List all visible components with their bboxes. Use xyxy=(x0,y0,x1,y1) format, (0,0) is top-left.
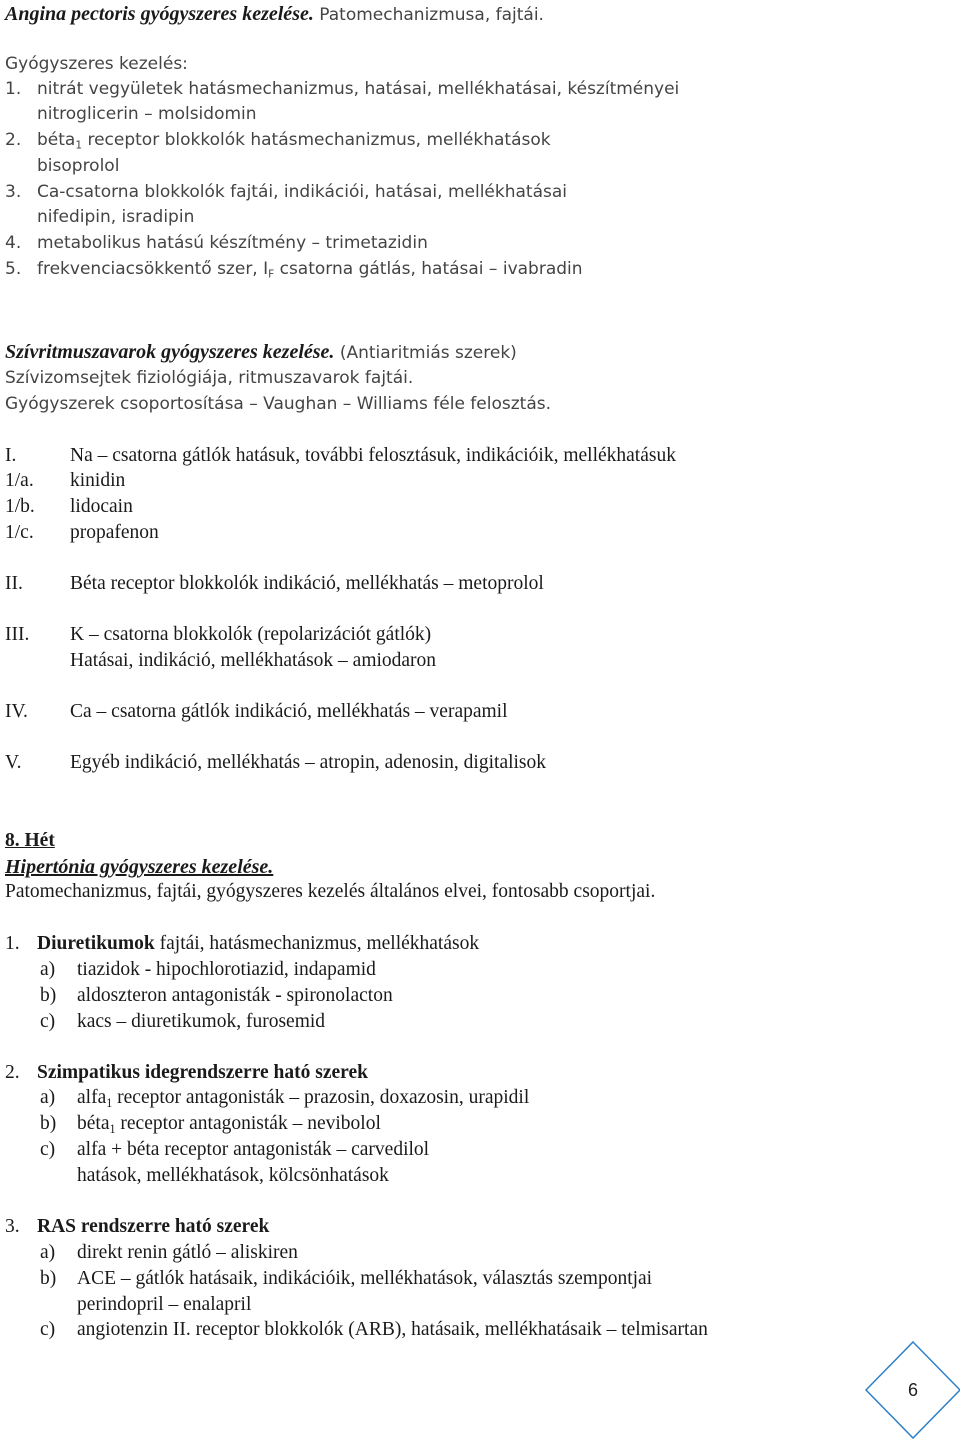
class-number: V. xyxy=(5,752,22,773)
arrhythmia-title-bold: Szívritmuszavarok gyógyszeres kezelése. xyxy=(5,341,335,363)
class-text: Egyéb indikáció, mellékhatás – atropin, adenosin, digitalisok xyxy=(70,752,547,773)
class-row xyxy=(5,572,544,596)
class-number: I. xyxy=(5,445,17,466)
subscript: 1 xyxy=(109,1122,116,1137)
class-text: Hatásai, indikáció, mellékhatások – amiodaron xyxy=(70,650,437,671)
group-3-item xyxy=(40,1267,653,1291)
arrhythmia-title-rest: (Antiaritmiás szerek) xyxy=(334,343,517,363)
group-text xyxy=(37,932,479,956)
item-letter: b) xyxy=(40,1113,57,1134)
angina-title xyxy=(5,2,544,27)
angina-title-bold: Angina pectoris gyógyszeres kezelése. xyxy=(5,3,314,25)
class-row xyxy=(5,623,432,647)
item-text-a: alfa xyxy=(77,1087,107,1108)
item-text: Ca-csatorna blokkolók fajtái, indikációi, hatásai, mellékhatásai xyxy=(37,182,568,202)
class-text: kinidin xyxy=(70,470,126,491)
item-text-b: receptor antagonisták – prazosin, doxazosin, urapidil xyxy=(112,1087,530,1108)
item-letter: c) xyxy=(40,1319,56,1340)
item-text-a: béta xyxy=(37,130,76,150)
item-text: direkt renin gátló – aliskiren xyxy=(77,1242,298,1263)
group-bold: Szimpatikus idegrendszerre ható szerek xyxy=(37,1062,368,1083)
group-1-heading xyxy=(5,932,480,956)
class-row xyxy=(5,469,126,493)
item-number: 2. xyxy=(5,130,22,150)
hypertension-title-bold: Hipertónia gyógyszeres kezelése. xyxy=(5,856,274,878)
group-bold: RAS rendszerre ható szerek xyxy=(37,1216,270,1237)
class-text: Béta receptor blokkolók indikáció, mellékhatás – metoprolol xyxy=(70,573,544,594)
item-text: tiazidok - hipochlorotiazid, indapamid xyxy=(77,959,376,980)
group-2-item xyxy=(40,1138,430,1162)
angina-item-2 xyxy=(5,128,551,152)
item-letter: a) xyxy=(40,1242,56,1263)
item-number: 4. xyxy=(5,233,22,253)
group-1-item xyxy=(40,984,393,1008)
class-text: propafenon xyxy=(70,522,159,543)
angina-item-5 xyxy=(5,257,583,281)
class-number: III. xyxy=(5,624,30,645)
class-row xyxy=(5,700,508,724)
group-3-heading xyxy=(5,1215,270,1239)
item-text: aldoszteron antagonisták - spironolacton xyxy=(77,985,393,1006)
group-bold: Diuretikumok xyxy=(37,933,155,954)
arrhythmia-title xyxy=(5,340,517,365)
item-number: 1. xyxy=(5,79,22,99)
subscript: F xyxy=(268,268,275,281)
class-number: II. xyxy=(5,573,23,594)
class-text: Na – csatorna gátlók hatásuk, további felosztásuk, indikációik, mellékhatásuk xyxy=(70,445,676,466)
group-3-item xyxy=(40,1318,708,1342)
page-number: 6 xyxy=(907,1379,918,1400)
class-text: K – csatorna blokkolók (repolarizációt gátlók) xyxy=(70,624,432,645)
angina-item-1-sub: nitroglicerin – molsidomin xyxy=(37,104,257,124)
item-text: alfa + béta receptor antagonisták – carvedilol xyxy=(77,1139,430,1160)
angina-item-4 xyxy=(5,231,428,255)
hypertension-title xyxy=(5,855,273,879)
item-text xyxy=(77,1112,381,1141)
item-letter: b) xyxy=(40,1268,57,1289)
item-number: 5. xyxy=(5,259,22,279)
angina-heading: Gyógyszeres kezelés: xyxy=(5,54,188,74)
group-2-item xyxy=(40,1112,381,1137)
item-text: nitrát vegyületek hatásmechanizmus, hatásai, mellékhatásai, készítményei xyxy=(37,79,680,99)
item-letter: a) xyxy=(40,959,56,980)
group-1-item xyxy=(40,1010,326,1034)
item-letter: c) xyxy=(40,1139,56,1160)
group-1-item xyxy=(40,958,376,982)
class-number: IV. xyxy=(5,701,28,722)
item-text: kacs – diuretikumok, furosemid xyxy=(77,1011,326,1032)
item-text xyxy=(77,1086,529,1115)
item-text-b: csatorna gátlás, hatásai – ivabradin xyxy=(274,259,583,279)
class-row xyxy=(5,751,547,775)
angina-item-1 xyxy=(5,77,680,101)
arrhythmia-line-2: Szívizomsejtek fiziológiája, ritmuszavarok fajtái. xyxy=(5,368,414,388)
arrhythmia-line-3: Gyógyszerek csoportosítása – Vaughan – Williams féle felosztás. xyxy=(5,394,552,414)
item-text-a: frekvenciacsökkentő szer, I xyxy=(37,259,269,279)
item-text xyxy=(37,257,583,287)
group-number: 3. xyxy=(5,1216,20,1237)
class-number: 1/c. xyxy=(5,522,34,543)
class-row xyxy=(5,495,133,519)
item-text: metabolikus hatású készítmény – trimetazidin xyxy=(37,233,428,253)
subscript: 1 xyxy=(106,1096,113,1111)
item-number: 3. xyxy=(5,182,22,202)
item-text: ACE – gátlók hatásaik, indikációik, mellékhatások, választás szempontjai xyxy=(77,1268,653,1289)
item-letter: c) xyxy=(40,1011,56,1032)
item-text-a: béta xyxy=(77,1113,110,1134)
subscript: 1 xyxy=(75,139,83,152)
week-label: 8. Hét xyxy=(5,830,55,851)
group-3-item xyxy=(40,1241,298,1265)
hypertension-intro: Patomechanizmus, fajtái, gyógyszeres kezelés általános elvei, fontosabb csoportjai. xyxy=(5,881,656,902)
item-text-b: receptor antagonisták – nevibolol xyxy=(115,1113,381,1134)
group-2-heading xyxy=(5,1061,368,1085)
item-text-b: receptor blokkolók hatásmechanizmus, mellékhatások xyxy=(82,130,551,150)
group-number: 1. xyxy=(5,933,20,954)
group-2-item xyxy=(40,1086,530,1111)
angina-item-2-sub: bisoprolol xyxy=(37,156,120,176)
class-number: 1/b. xyxy=(5,496,35,517)
group-number: 2. xyxy=(5,1062,20,1083)
class-number: 1/a. xyxy=(5,470,34,491)
item-text: angiotenzin II. receptor blokkolók (ARB), hatásaik, mellékhatásaik – telmisartan xyxy=(77,1319,708,1340)
angina-title-rest: Patomechanizmusa, fajtái. xyxy=(313,5,544,25)
class-row xyxy=(5,521,159,545)
class-row xyxy=(5,444,676,468)
item-letter: a) xyxy=(40,1087,56,1108)
page-number-badge xyxy=(863,1340,960,1440)
angina-item-3-sub: nifedipin, isradipin xyxy=(37,207,195,227)
class-text: lidocain xyxy=(70,496,133,517)
class-text: Ca – csatorna gátlók indikáció, mellékhatás – verapamil xyxy=(70,701,508,722)
group-rest: fajtái, hatásmechanizmus, mellékhatások xyxy=(154,933,480,954)
angina-item-3 xyxy=(5,180,568,204)
group-2-extra: hatások, mellékhatások, kölcsönhatások xyxy=(77,1165,389,1186)
group-3-extra: perindopril – enalapril xyxy=(77,1294,252,1315)
item-letter: b) xyxy=(40,985,57,1006)
